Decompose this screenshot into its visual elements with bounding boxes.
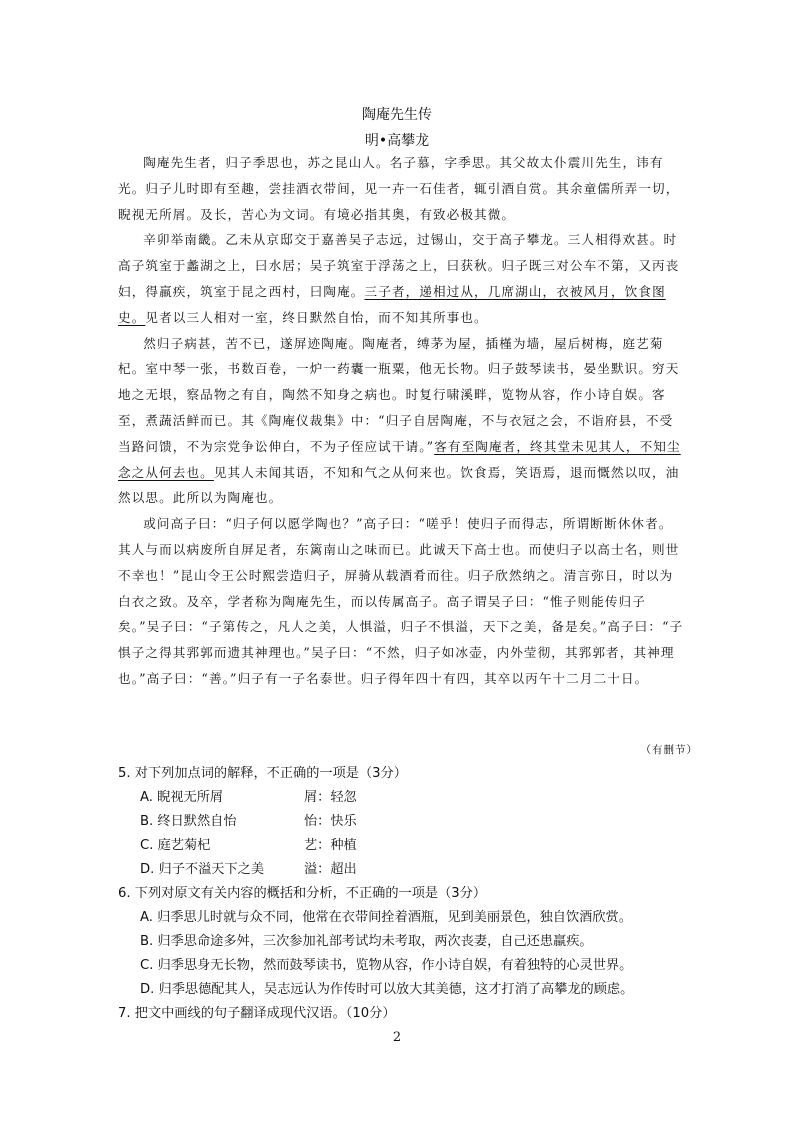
passage-text: 辛卯举南畿。乙未从京邸交于嘉善吴子志远，过锡山，交于高子攀龙。三人相得欢甚。时高子筑室于蠡湖之上，曰水居；吴子筑室于浮荡之上，曰获秋。归子既三对公车不第，又丙丧妇，得羸疾，筑室于昆之西村，曰陶庵。 — [118, 232, 680, 299]
question-6-stem: 6. 下列对原文有关内容的概括和分析，不正确的一项是（3分） — [118, 886, 487, 901]
passage-paragraph-4: 或问高子曰：“归子何以愿学陶也？”高子曰：“嗟乎！使归子而得志，所谓断断休休者。其人与而以病废所自屏足者，东篱南山之味而已。此诚天下高士也。而使归子以高士名，则世不幸也！”昆山令王公时熙尝造归子，屏骑从载酒肴而往。归子欣然纳之。清言弥日，时以为白衣之致。及卒，学者称为陶庵先生，而以传属高子。高子谓吴子曰：“惟子则能传归子矣。”吴子曰：“子第传之，凡人之美，人惧溢，归子不惧溢，天下之美，备是矣。”高子曰：“子惧子之得其郛郭而遗其神理也。”吴子曰：“不然，归子如冰壶，内外莹彻，其郛郭者，其神理也。”高子曰：“善。”归子有一子名泰世。归子得年四十有四，其卒以丙午十二月二十日。 — [118, 516, 684, 686]
option-gloss: 艺：种植 — [304, 838, 357, 853]
option-term: C. 庭艺菊杞 — [140, 838, 211, 853]
option-term: A. 睨视无所屑 — [140, 790, 224, 805]
passage-text: 然归子病甚，苦不已，遂屏迹陶庵。陶庵者，缚茅为屋，插槿为墙，屋后树梅，庭艺菊杞。室中琴一张，书数百卷，一炉一药囊一瓶粟，他无长物。归子鼓琴读书，晏坐默识。穷天地之无垠，察品物之有自，陶然不知身之病也。时复行啸溪畔，览物从容，作小诗自娱。客至，煮蔬活鲜而已。其《陶庵仪裁集》中：“归子自居陶庵，不与衣冠之会，不诣府县，不受当路问馈，不为宗党争讼伸白，不为子侄应试干请。” — [118, 335, 680, 454]
question-6-option-b: B. 归季思命途多舛，三次参加礼部考试均未考取，两次丧妻，自己还患羸疾。 — [140, 934, 593, 949]
passage-text: 见者以三人相对一室，终日默然自怡，而不知其所事也。 — [145, 309, 488, 325]
question-5-option-b — [118, 810, 708, 834]
passage-author: 明•高攀龙 — [364, 133, 430, 149]
option-term: B. 终日默然自怡 — [140, 814, 237, 829]
option-gloss: 怡：快乐 — [304, 814, 357, 829]
option-term: D. 归子不溢天下之美 — [140, 862, 265, 877]
option-gloss: 溢：超出 — [304, 862, 357, 877]
question-5-option-d — [118, 858, 708, 882]
page-number: 2 — [392, 1030, 402, 1045]
question-5-option-c — [118, 834, 708, 858]
question-7-stem: 7. 把文中画线的句子翻译成现代汉语。（10分） — [118, 1006, 396, 1021]
question-5-option-a — [118, 786, 708, 810]
passage-body — [118, 150, 684, 692]
passage-title: 陶庵先生传 — [362, 107, 432, 123]
option-gloss: 屑：轻忽 — [304, 790, 357, 805]
question-6-option-a: A. 归季思儿时就与众不同，他常在衣带间拴着酒瓶，见到美丽景色，独自饮酒欣赏。 — [140, 910, 632, 925]
question-5-stem: 5. 对下列加点词的解释，不正确的一项是（3分） — [118, 766, 407, 781]
question-block — [118, 762, 708, 1026]
question-6-option-d: D. 归季思德配其人，吴志远认为作传时可以放大其美德，这才打消了高攀龙的顾虑。 — [140, 982, 634, 997]
passage-text: 见其人未闻其语，不知和气之从何来也。饮食焉，笑语焉，退而慨然以叹，油然以思。此所以为陶庵也。 — [118, 464, 680, 506]
source-note: （有删节） — [640, 744, 698, 756]
underlined-sentence-1: 三子者，递相过从，几席湖山，衣被风月，饮食图史。 — [118, 283, 666, 325]
underlined-sentence-2: 客有至陶庵者，终其堂未见其人，不知尘念之从何去也。 — [118, 438, 681, 480]
passage-paragraph-2 — [118, 227, 684, 330]
question-6-option-c: C. 归季思身无长物，然而鼓琴读书，览物从容，作小诗自娱，有着独特的心灵世界。 — [140, 958, 633, 973]
passage-paragraph-3 — [118, 331, 684, 512]
passage-paragraph-1: 陶庵先生者，归子季思也，苏之昆山人。名子慕，字季思。其父故太仆震川先生，讳有光。归子儿时即有至趣，尝挂酒衣带间，见一卉一石佳者，辄引酒自赏。其余童儒所弄一切，睨视无所屑。及长，苦心为文词。有境必指其奥，有致必极其微。 — [118, 155, 680, 222]
